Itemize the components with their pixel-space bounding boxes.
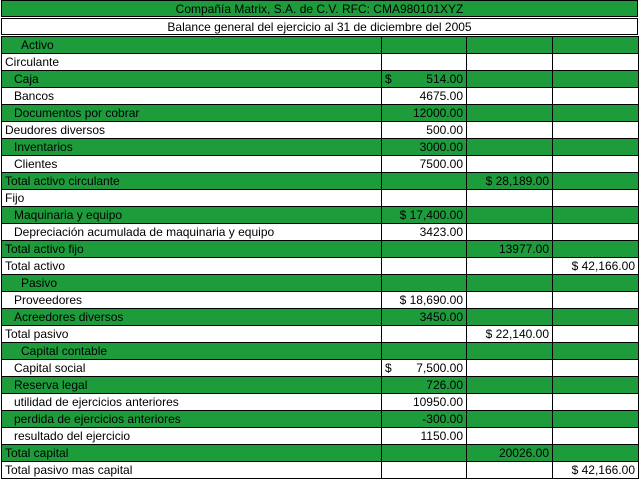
amount-cell[interactable]: $ 18,690.00 xyxy=(382,292,467,309)
row-label[interactable]: Deudores diversos xyxy=(2,122,382,139)
amount-cell[interactable] xyxy=(382,258,467,275)
table-row xyxy=(2,326,639,343)
amount-cell[interactable] xyxy=(382,173,467,190)
amount-value: 7,500.00 xyxy=(416,361,463,375)
total-cell[interactable] xyxy=(553,241,639,258)
total-cell[interactable] xyxy=(553,445,639,462)
total-cell[interactable] xyxy=(553,139,639,156)
currency-symbol: $ xyxy=(385,361,392,375)
total-cell[interactable] xyxy=(553,173,639,190)
total-cell[interactable] xyxy=(553,292,639,309)
table-row xyxy=(2,37,639,54)
subtotal-cell[interactable] xyxy=(467,462,553,479)
total-cell[interactable] xyxy=(553,343,639,360)
row-label[interactable]: Fijo xyxy=(2,190,382,207)
row-label[interactable]: Inventarios xyxy=(2,139,382,156)
amount-value: 514.00 xyxy=(426,72,463,86)
row-label[interactable]: Total pasivo xyxy=(2,326,382,343)
amount-cell[interactable] xyxy=(382,462,467,479)
row-label[interactable]: Total activo xyxy=(2,258,382,275)
table-row xyxy=(2,445,639,462)
total-cell[interactable] xyxy=(553,224,639,241)
table-row xyxy=(2,139,639,156)
amount-cell[interactable] xyxy=(382,241,467,258)
table-row xyxy=(2,224,639,241)
row-label[interactable]: Total capital xyxy=(2,445,382,462)
row-label[interactable]: Acreedores diversos xyxy=(2,309,382,326)
subtotal-cell[interactable] xyxy=(467,54,553,71)
row-label[interactable]: Proveedores xyxy=(2,292,382,309)
table-row xyxy=(2,54,639,71)
table-row xyxy=(2,71,639,88)
row-label[interactable]: Total pasivo mas capital xyxy=(2,462,382,479)
amount-cell[interactable]: 500.00 xyxy=(382,122,467,139)
table-row xyxy=(2,258,639,275)
subtotal-cell[interactable]: 20026.00 xyxy=(467,445,553,462)
row-label[interactable]: Activo xyxy=(2,37,382,54)
total-cell[interactable]: $ 42,166.00 xyxy=(553,258,639,275)
subtotal-cell[interactable] xyxy=(467,343,553,360)
table-row xyxy=(2,105,639,122)
amount-cell[interactable]: 7500.00 xyxy=(382,156,467,173)
amount-cell[interactable] xyxy=(382,445,467,462)
table-row xyxy=(2,190,639,207)
total-cell[interactable] xyxy=(553,360,639,377)
subtotal-cell[interactable] xyxy=(467,394,553,411)
total-cell[interactable]: $ 42,166.00 xyxy=(553,462,639,479)
amount-cell[interactable]: 4675.00 xyxy=(382,88,467,105)
row-label[interactable]: Documentos por cobrar xyxy=(2,105,382,122)
subtotal-cell[interactable] xyxy=(467,360,553,377)
subtotal-cell[interactable] xyxy=(467,88,553,105)
row-label[interactable]: Depreciación acumulada de maquinaria y equipo xyxy=(2,224,382,241)
subtotal-cell[interactable] xyxy=(467,190,553,207)
subtotal-cell[interactable] xyxy=(467,411,553,428)
row-label[interactable]: Caja xyxy=(2,71,382,88)
row-label[interactable]: Circulante xyxy=(2,54,382,71)
table-row xyxy=(2,122,639,139)
table-row xyxy=(2,360,639,377)
amount-cell[interactable]: 10950.00 xyxy=(382,394,467,411)
total-cell[interactable] xyxy=(553,190,639,207)
subtotal-cell[interactable] xyxy=(467,71,553,88)
amount-cell[interactable]: 12000.00 xyxy=(382,105,467,122)
table-row xyxy=(2,428,639,445)
amount-cell[interactable] xyxy=(382,54,467,71)
subtotal-cell[interactable] xyxy=(467,156,553,173)
subtotal-cell[interactable] xyxy=(467,258,553,275)
total-cell[interactable] xyxy=(553,37,639,54)
amount-cell[interactable]: $ 17,400.00 xyxy=(382,207,467,224)
total-cell[interactable] xyxy=(553,275,639,292)
total-cell[interactable] xyxy=(553,71,639,88)
subtotal-cell[interactable] xyxy=(467,309,553,326)
row-label[interactable]: Capital contable xyxy=(2,343,382,360)
table-row xyxy=(2,88,639,105)
table-row xyxy=(2,275,639,292)
currency-symbol: $ xyxy=(385,72,392,86)
subtotal-cell[interactable]: 13977.00 xyxy=(467,241,553,258)
row-label[interactable]: utilidad de ejercicios anteriores xyxy=(2,394,382,411)
amount-cell[interactable] xyxy=(382,275,467,292)
amount-cell[interactable]: 726.00 xyxy=(382,377,467,394)
total-cell[interactable] xyxy=(553,377,639,394)
subtotal-cell[interactable] xyxy=(467,292,553,309)
table-row xyxy=(2,156,639,173)
subtotal-cell[interactable] xyxy=(467,224,553,241)
amount-cell[interactable]: 3000.00 xyxy=(382,139,467,156)
total-cell[interactable] xyxy=(553,428,639,445)
amount-cell[interactable]: 1150.00 xyxy=(382,428,467,445)
table-row xyxy=(2,411,639,428)
amount-cell[interactable] xyxy=(382,343,467,360)
subtotal-cell[interactable] xyxy=(467,428,553,445)
amount-cell[interactable] xyxy=(382,190,467,207)
row-label[interactable]: Total activo fijo xyxy=(2,241,382,258)
balance-rows xyxy=(2,37,639,479)
subtotal-cell[interactable]: $ 28,189.00 xyxy=(467,173,553,190)
table-row xyxy=(2,292,639,309)
total-cell[interactable] xyxy=(553,411,639,428)
amount-cell[interactable] xyxy=(382,37,467,54)
amount-cell[interactable] xyxy=(382,71,467,88)
row-label[interactable]: Bancos xyxy=(2,88,382,105)
subtotal-cell[interactable] xyxy=(467,37,553,54)
amount-cell[interactable] xyxy=(382,326,467,343)
row-label[interactable]: Clientes xyxy=(2,156,382,173)
amount-cell[interactable]: 3450.00 xyxy=(382,309,467,326)
total-cell[interactable] xyxy=(553,394,639,411)
row-label[interactable]: perdida de ejercicios anteriores xyxy=(2,411,382,428)
table-row xyxy=(2,394,639,411)
row-label[interactable]: resultado del ejercicio xyxy=(2,428,382,445)
table-row xyxy=(2,343,639,360)
total-cell[interactable] xyxy=(553,309,639,326)
table-row xyxy=(2,377,639,394)
amount-cell[interactable] xyxy=(382,360,467,377)
total-cell[interactable] xyxy=(553,156,639,173)
sheet-title: Balance general del ejercicio al 31 de diciembre del 2005 xyxy=(1,18,638,35)
amount-cell[interactable]: -300.00 xyxy=(382,411,467,428)
table-row xyxy=(2,462,639,479)
row-label[interactable]: Capital social xyxy=(2,360,382,377)
row-label[interactable]: Reserva legal xyxy=(2,377,382,394)
amount-cell[interactable]: 3423.00 xyxy=(382,224,467,241)
row-label[interactable]: Total activo circulante xyxy=(2,173,382,190)
subtotal-cell[interactable] xyxy=(467,139,553,156)
row-label[interactable]: Maquinaria y equipo xyxy=(2,207,382,224)
total-cell[interactable] xyxy=(553,326,639,343)
company-header: Compañía Matrix, S.A. de C.V. RFC: CMA980101XYZ xyxy=(1,0,638,17)
table-row xyxy=(2,207,639,224)
row-label[interactable]: Pasivo xyxy=(2,275,382,292)
subtotal-cell[interactable]: $ 22,140.00 xyxy=(467,326,553,343)
subtotal-cell[interactable] xyxy=(467,207,553,224)
total-cell[interactable] xyxy=(553,207,639,224)
table-row xyxy=(2,173,639,190)
subtotal-cell[interactable] xyxy=(467,105,553,122)
subtotal-cell[interactable] xyxy=(467,377,553,394)
total-cell[interactable] xyxy=(553,122,639,139)
table-row xyxy=(2,309,639,326)
total-cell[interactable] xyxy=(553,54,639,71)
subtotal-cell[interactable] xyxy=(467,122,553,139)
subtotal-cell[interactable] xyxy=(467,275,553,292)
total-cell[interactable] xyxy=(553,105,639,122)
balance-table xyxy=(1,36,639,479)
total-cell[interactable] xyxy=(553,88,639,105)
table-row xyxy=(2,241,639,258)
